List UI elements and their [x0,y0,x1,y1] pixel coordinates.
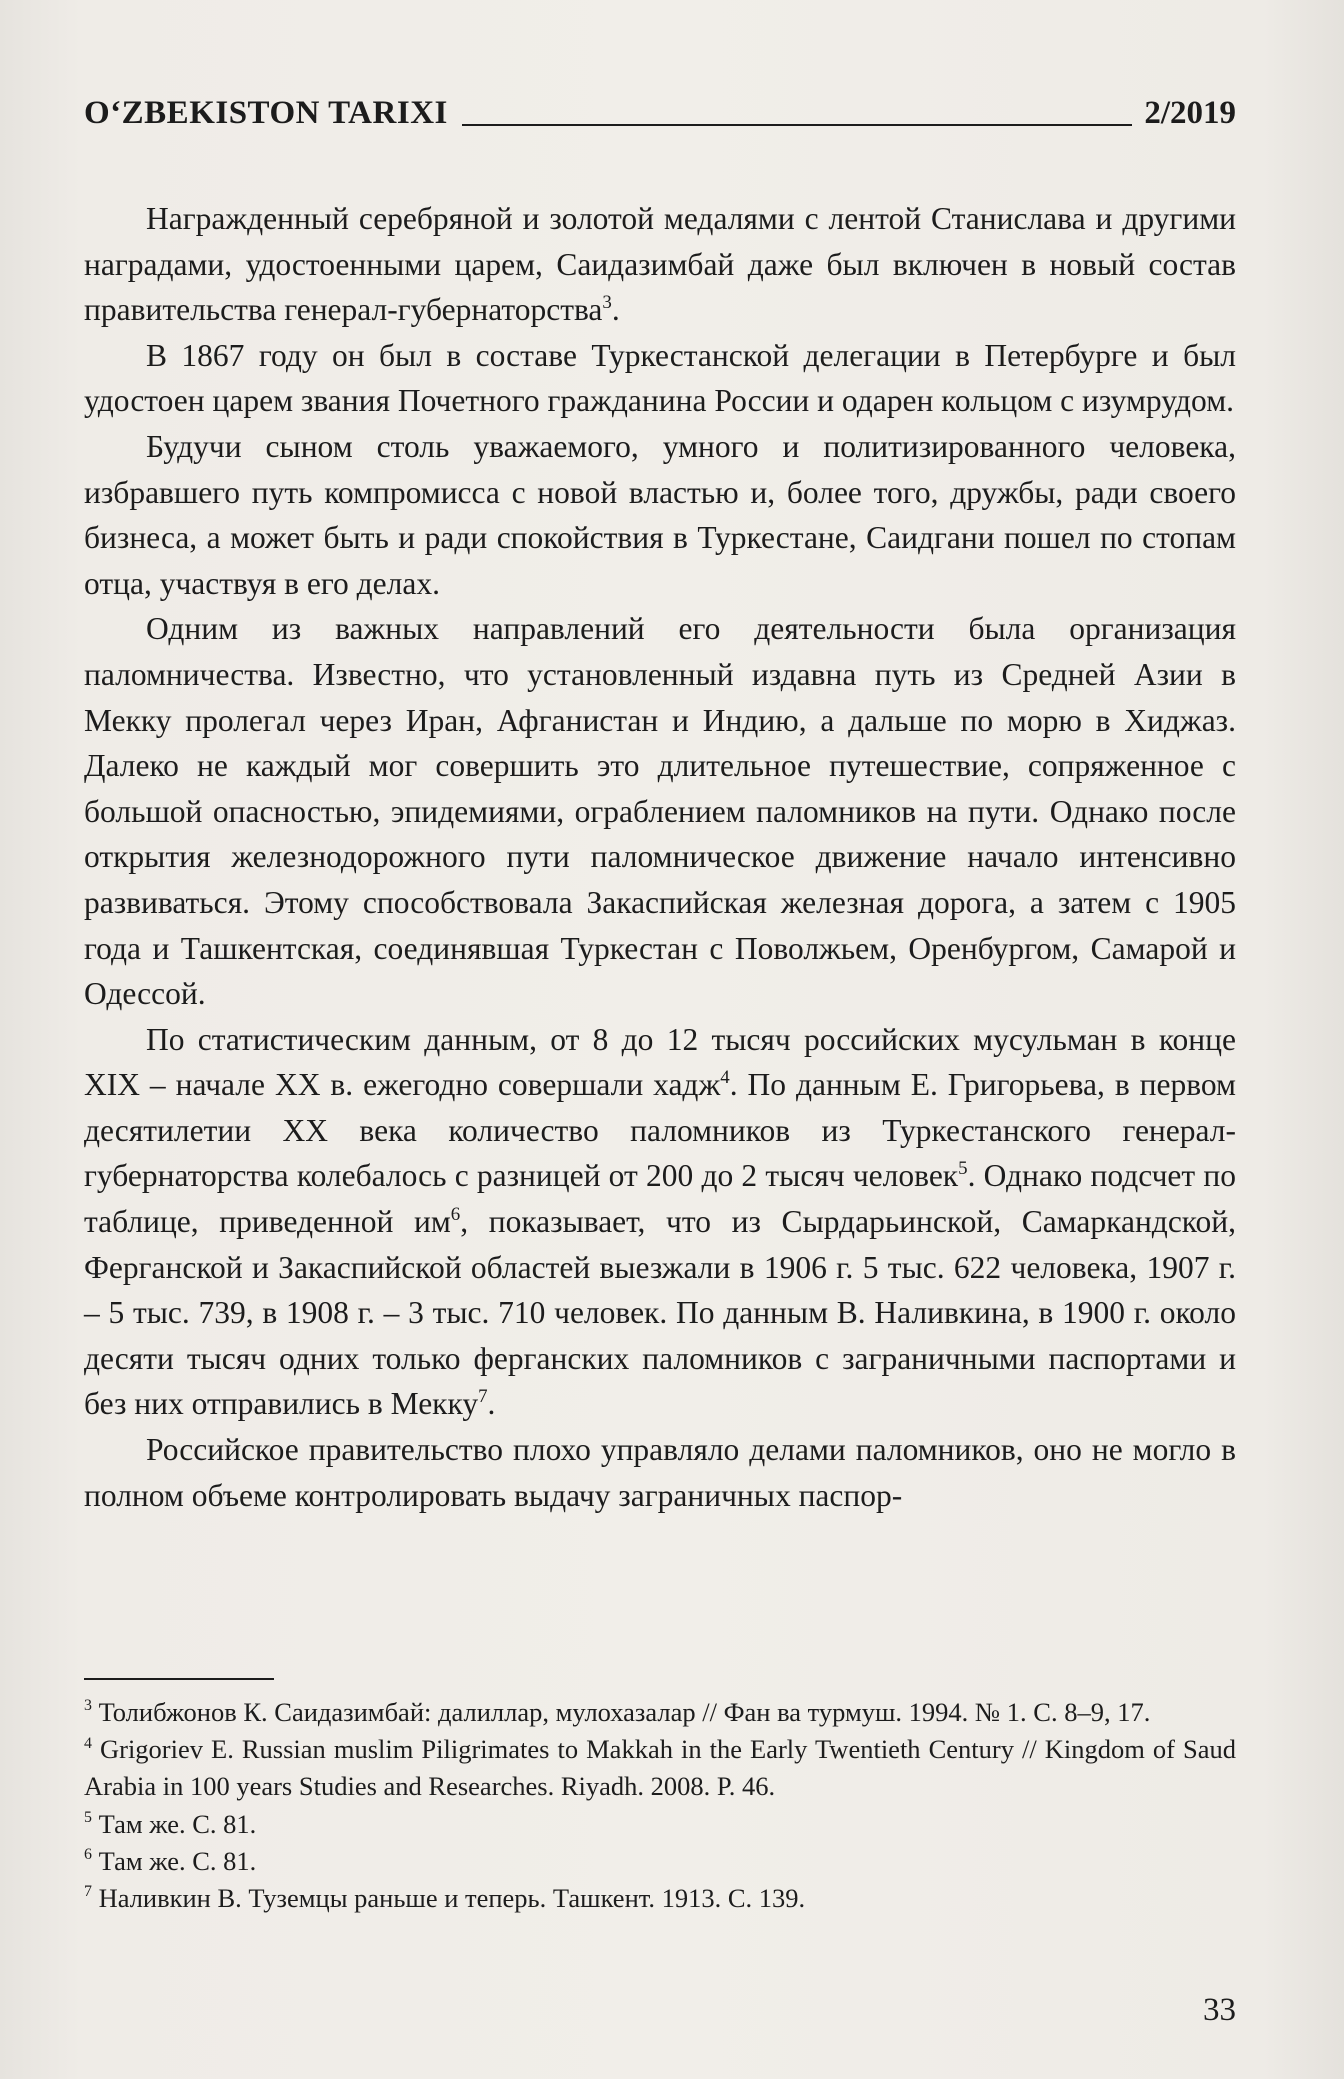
paragraph: Российское правительство плохо управляло делами паломников, оно не могло в полном объеме контролировать выдачу заграничных паспор- [84,1432,1236,1513]
footnote-ref: 5 [958,1158,968,1180]
header-rule [462,124,1132,126]
footnote-ref: 3 [602,291,612,313]
footnotes [84,1694,1236,1917]
footnote-number: 6 [84,1846,92,1864]
journal-title: O‘ZBEKISTON TARIXI [84,95,448,131]
running-header [84,92,1236,132]
issue-number: 2/2019 [1144,95,1236,131]
footnote: $^4$ Grigoriev E. Russian muslim Piligrimates to Makkah in the Early Twentieth Century // Kingdom of Saud Arabia in 100 years Studies and Researches. Riyadh. 2008. P. 46. [84,1734,1236,1802]
article-body [84,196,1236,1518]
footnote-number: 5 [84,1809,92,1826]
paragraph: Одним из важных направлений его деятельности была организация паломничества. Известно, что установленный издавна путь из Средней Азии в Мекку пролегал через Иран, Афганистан и Индию, а дальше по морю в Хиджаз. Далеко не каждый мог совершить это длительное путешествие, сопряженное с большой опасностью, эпидемиями, ограблением паломников на пути. Однако после открытия железнодорожного пути паломническое движение начало интенсивно развиваться. Этому способствовала Закаспийская железная дорога, а затем с 1905 года и Ташкентская, соединявшая Туркестан с Поволжьем, Оренбургом, Самарой и Одессой. [84,611,1236,1012]
footnote-ref: 4 [720,1066,730,1088]
footnote-number: 4 [84,1734,92,1752]
footnote: $^5$ Там же. С. 81. [84,1808,257,1839]
footnote: $^3$ Толибжонов К. Саидазимбай: далиллар, мулохазалар // Фан ва турмуш. 1994. № 1. С. 8–9, 17. [84,1697,1151,1727]
paragraph: По статистическим данным, от 8 до 12 тысяч российских мусульман в конце XIX – начале XX в. ежегодно совершали хадж$^4$. По данным Е. Григорьева, в первом десятилетии XX века количество паломников из Туркестанского генерал-губернаторства колебалось с разницей от 200 до 2 тысяч человек$^5$. Однако подсчет по таблице, приведенной $им^6$, показывает, что из Сырдарьинской, Самаркандской, Ферганской и Закаспийской областей выезжали в 1906 г. 5 тыс. 622 человека, 1907 г. – 5 тыс. 739, в 1908 г. – 3 тыс. 710 человек. По данным В. Наливкина, в 1900 г. около десяти тысяч одних только ферганских паломников с заграничными паспортами и без них отправились в Мекку$^7$. [84,1021,1236,1422]
page-number: 33 [1203,1992,1236,2028]
footnote-ref: 7 [478,1386,488,1407]
paragraph: Награжденный серебряной и золотой медалями с лентой Станислава и другими наградами, удостоенными царем, Саидазимбай даже был включен в новый состав правительства генерал-губернаторства$^3$. [84,201,1236,328]
footnote-ref: 6 [450,1203,461,1225]
footnote: $^7$ Наливкин В. Туземцы раньше и теперь. Ташкент. 1913. С. 139. [84,1883,806,1914]
paragraph: В 1867 году он был в составе Туркестанской делегации в Петербурге и был удостоен царем звания Почетного гражданина России и одарен кольцом с изумрудом. [84,337,1236,419]
paragraph: Будучи сыном столь уважаемого, умного и политизированного человека, избравшего путь компромисса с новой властью и, более того, дружбы, ради своего бизнеса, а может быть и ради спокойствия в Туркестане, Саидгани пошел по стопам отца, участвуя в его делах. [84,428,1236,601]
footnote-separator [84,1678,274,1680]
footnote-number: 3 [84,1697,92,1715]
footnote-number: 7 [84,1883,92,1901]
footnote: $^6$ Там же. С. 81. [84,1845,257,1876]
